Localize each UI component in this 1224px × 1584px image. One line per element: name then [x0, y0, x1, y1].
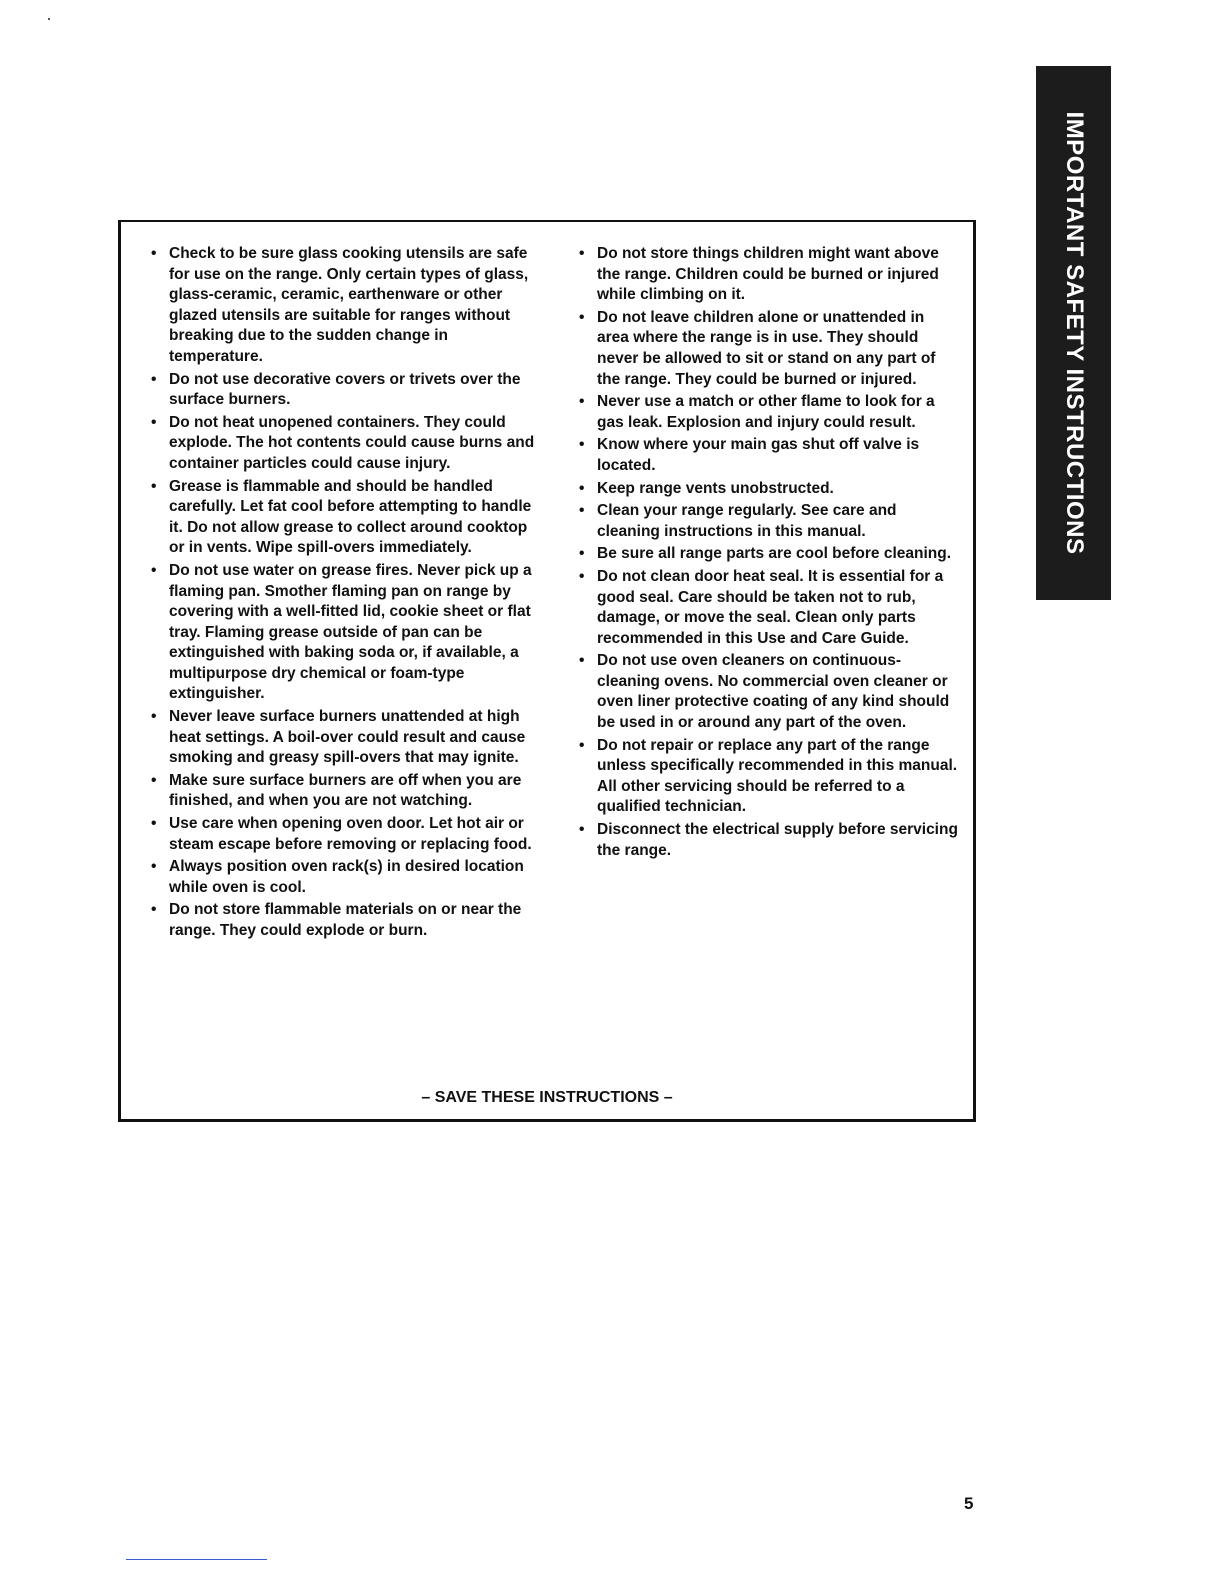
instruction-text: Be sure all range parts are cool before cleaning.: [597, 545, 952, 563]
instruction-item: [151, 814, 536, 855]
bullet-icon: •: [579, 245, 585, 262]
instruction-item: [579, 651, 959, 733]
instruction-text: Check to be sure glass cooking utensils are safe for use on the range. Only certain types of glass, glass-ceramic, ceramic, earthenware or other glazed utensils are suitable for ranges without breaking due to the sudden change in temperature.: [169, 245, 529, 365]
instruction-text: Do not use decorative covers or trivets over the surface burners.: [169, 370, 521, 409]
instruction-item: [579, 392, 959, 433]
bullet-icon: •: [151, 413, 157, 431]
footnote-rule: [126, 1559, 267, 1560]
save-instructions-note: – SAVE THESE INSTRUCTIONS –: [421, 1089, 673, 1106]
bullet-icon: •: [151, 771, 157, 789]
bullet-icon: •: [579, 545, 585, 563]
instruction-text: Disconnect the electrical supply before servicing the range.: [597, 821, 958, 859]
bullet-icon: •: [151, 708, 157, 726]
instruction-item: [579, 244, 959, 306]
bullet-icon: •: [151, 370, 157, 388]
instruction-text: Do not store flammable materials on or near the range. They could explode or burn.: [169, 901, 522, 939]
instruction-text: Make sure surface burners are off when you are finished, and when you are not watching.: [169, 771, 522, 810]
instruction-item: [579, 736, 959, 818]
bullet-icon: •: [151, 561, 157, 579]
section-side-tab: [1036, 66, 1111, 600]
instruction-text: Do not use water on grease fires. Never pick up a flaming pan. Smother flaming pan on range by covering with a well-fitted lid, cookie sheet or flat tray. Flaming grease outside of pan can be extinguished with baking soda or, if available, a multipurpose dry chemical or foam-type extinguisher.: [169, 561, 532, 703]
instruction-item: [579, 308, 959, 390]
instruction-item: [151, 413, 536, 475]
instruction-item: [151, 561, 536, 705]
bullet-icon: •: [151, 901, 157, 919]
instruction-text: Never leave surface burners unattended at high heat settings. A boil-over could result and cause smoking and greasy spill-overs that may ignite.: [169, 708, 526, 767]
bullet-icon: •: [151, 477, 157, 495]
bullet-icon: •: [579, 652, 585, 670]
instructions-left-column: [151, 244, 536, 944]
instruction-item: [151, 370, 536, 411]
bullet-icon: •: [579, 308, 585, 326]
instruction-item: [151, 477, 536, 559]
instruction-text: Do not heat unopened containers. They could explode. The hot contents could cause burns and container particles could cause injury.: [169, 413, 535, 472]
bullet-icon: •: [579, 502, 585, 520]
instruction-item: [579, 820, 959, 861]
bullet-icon: •: [151, 245, 157, 262]
instruction-text: Use care when opening oven door. Let hot air or steam escape before removing or replacing food.: [169, 815, 532, 853]
instruction-text: Clean your range regularly. See care and cleaning instructions in this manual.: [597, 502, 897, 540]
instruction-text: Do not clean door heat seal. It is essential for a good seal. Care should be taken not to rub, damage, or move the seal. Clean only parts recommended in this Use and Care Guide.: [597, 567, 944, 647]
bullet-icon: •: [579, 436, 585, 454]
instruction-item: [579, 501, 959, 542]
bullet-icon: •: [579, 393, 585, 411]
bullet-icon: •: [579, 567, 585, 585]
instruction-text: Do not leave children alone or unattended in area where the range is in use. They should never be allowed to sit or stand on any part of the range. They could be burned or injured.: [597, 308, 936, 388]
instruction-item: [579, 479, 959, 500]
instructions-right-column: [579, 244, 959, 863]
bullet-icon: •: [579, 479, 585, 497]
instruction-text: Do not use oven cleaners on continuous-cleaning ovens. No commercial oven cleaner or oven liner protective coating of any kind should be used in or around any part of the oven.: [597, 652, 950, 732]
instruction-item: [579, 544, 959, 565]
instruction-item: [151, 900, 536, 941]
instruction-text: Do not repair or replace any part of the range unless specifically recommended in this manual. All other servicing should be referred to a qualified technician.: [597, 736, 958, 816]
bullet-icon: •: [151, 815, 157, 833]
instruction-item: [151, 771, 536, 812]
side-tab-label: IMPORTANT SAFETY INSTRUCTIONS: [1060, 111, 1088, 555]
instruction-text: Do not store things children might want above the range. Children could be burned or injured while climbing on it.: [597, 245, 939, 304]
scan-speck: [48, 18, 50, 20]
instruction-item: [579, 435, 959, 476]
bullet-icon: •: [151, 858, 157, 876]
page-number: 5: [964, 1494, 974, 1513]
instruction-item: [579, 567, 959, 649]
instruction-text: Never use a match or other flame to look for a gas leak. Explosion and injury could result.: [597, 393, 935, 431]
bullet-icon: •: [579, 821, 585, 839]
instruction-item: [151, 707, 536, 769]
instruction-text: Know where your main gas shut off valve is located.: [597, 436, 920, 474]
instruction-item: [151, 244, 536, 368]
instruction-text: Grease is flammable and should be handled carefully. Let fat cool before attempting to handle it. Do not allow grease to collect around cooktop or in vents. Wipe spill-overs immediately.: [169, 477, 532, 557]
instruction-item: [151, 857, 536, 898]
bullet-icon: •: [579, 736, 585, 754]
instruction-text: Always position oven rack(s) in desired location while oven is cool.: [169, 858, 524, 896]
safety-instructions-box: [118, 220, 976, 1122]
instruction-text: Keep range vents unobstructed.: [597, 479, 834, 497]
